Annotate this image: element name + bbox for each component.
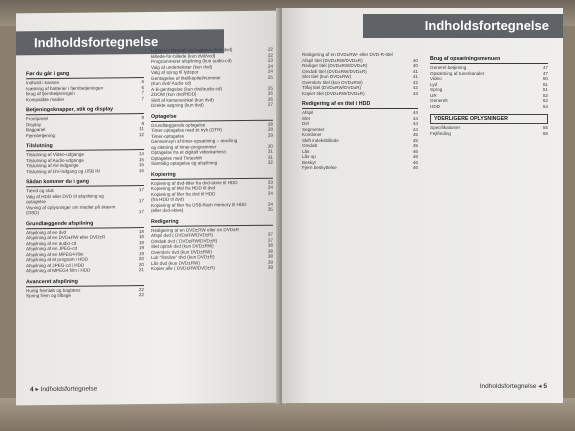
- toc-entry-title: Specifikationer: [430, 125, 461, 130]
- toc-entry-page: 31: [267, 154, 273, 160]
- toc-entry-page: 22: [267, 52, 273, 58]
- toc-entry-page: 44: [412, 126, 418, 132]
- toc-entry-page: 20: [138, 261, 144, 267]
- toc-entry-page: 9: [141, 120, 144, 126]
- toc-entry-title: Sprog: [430, 87, 443, 92]
- toc-entry: [26, 292, 144, 299]
- toc-entry-page: 38: [267, 248, 273, 254]
- toc-entry-page: 17: [138, 187, 144, 193]
- toc-entry-page: 22: [138, 292, 144, 298]
- toc-entry-page: 25: [267, 85, 273, 91]
- toc-entry-page: 18: [138, 239, 144, 245]
- toc-entry-page: 15: [138, 162, 144, 168]
- toc-entry-title: Kopiering af filer fra USB-flash memory til HDD: [151, 201, 247, 208]
- toc-entry-page: 6: [141, 79, 144, 85]
- toc-entry-page: 22: [138, 286, 144, 292]
- toc-entry-page: 46: [412, 159, 418, 165]
- toc-entry-page: 32: [267, 159, 273, 165]
- toc-entry-title: Lås: [302, 148, 310, 154]
- toc-entry-title: Afspilning af en dvd: [26, 229, 67, 235]
- toc-entry-title: Indhold i kassen: [26, 79, 60, 86]
- toc-entry: [26, 96, 144, 103]
- toc-entry-title: Afspil dvd ( DVD±RW/DVD±R): [151, 232, 214, 238]
- toc-entry-title: Del: [302, 121, 309, 126]
- toc-entry-title: Tilslutning af Video-udgange: [26, 151, 84, 158]
- toc-section-title: Betjeningsknapper, stik og display: [26, 106, 144, 115]
- toc-section-title: Sådan kommer du i gang: [26, 178, 144, 187]
- toc-entry-page: 17: [138, 209, 144, 215]
- toc-entry-title: Valg af HDD eller DVD til afspilning og: [26, 192, 104, 199]
- toc-section: [26, 106, 144, 138]
- toc-entry: [302, 91, 418, 97]
- toc-entry-title: (Kun dvd/ Audio cd): [151, 80, 192, 86]
- toc-section: [302, 101, 418, 171]
- toc-entry-page: 46: [412, 148, 418, 154]
- toc-entry: [26, 132, 144, 139]
- toc-entry-page: 46: [412, 165, 418, 170]
- toc-entry-title: Skift af kameravinkel (kun dvd): [151, 96, 214, 103]
- toc-entry-page: 16: [138, 167, 144, 173]
- toc-section: [302, 52, 418, 96]
- toc-entry-page: 46: [412, 154, 418, 159]
- toc-entry-page: 7: [141, 95, 144, 101]
- left-footer-text: Indholdsfortegnelse: [40, 385, 98, 394]
- toc-entry-title: Omdøb: [302, 143, 318, 148]
- toc-section-title: Før du går i gang: [26, 70, 144, 79]
- toc-entry-title: Frontpanel: [26, 116, 48, 122]
- toc-entry-title: Afspilning af JPEG-cd i HDD: [26, 262, 85, 268]
- toc-entry-title: ZOOM (kun dvd/HDD): [151, 91, 197, 97]
- toc-entry-title: Kopiering af dvd-titler fra dvd-skive til HDD: [151, 179, 238, 186]
- left-footer: [30, 385, 97, 394]
- toc-entry-page: 14: [138, 151, 144, 157]
- toc-entry-title: Afspilning af et program i HDD: [26, 256, 89, 263]
- right-page-number: 5: [543, 383, 547, 390]
- toc-entry-title: Generelt: [430, 98, 448, 103]
- toc-entry: [26, 209, 144, 216]
- toc-entry-title: Slet optisk dvd (kun DVD±RW): [151, 243, 214, 249]
- toc-entry-title: Video: [430, 76, 442, 81]
- toc-entry-title: Visning af oplysninger om mediet på skærm: [26, 203, 116, 210]
- toc-entry-page: 18: [138, 228, 144, 234]
- toc-entry-page: 44: [412, 121, 418, 126]
- toc-entry-page: 23: [267, 57, 273, 63]
- toc-entry-page: 33: [267, 179, 273, 185]
- toc-section: [151, 217, 273, 271]
- toc-entry-title: Bagpanel: [26, 127, 46, 133]
- toc-entry-page: 47: [542, 65, 548, 70]
- toc-entry-page: 56: [542, 130, 548, 136]
- toc-entry-title: Kombiner: [302, 132, 322, 137]
- toc-entry-title: Opsætning af tunerkanaler: [430, 70, 485, 76]
- toc-entry-title: Gentagelse af titel/kapitel/nummer: [151, 74, 221, 81]
- toc-entry-title: Segmenter: [302, 126, 325, 132]
- toc-entry-page: 35: [267, 206, 273, 212]
- toc-entry-page: 50: [542, 76, 548, 81]
- toc-entry-page: 15: [138, 156, 144, 162]
- toc-entry-page: 52: [542, 92, 548, 98]
- toc-entry-page: 38: [267, 253, 273, 259]
- toc-entry-title: Beskyt: [302, 159, 316, 165]
- toc-section: [26, 278, 144, 299]
- left-page-number: 4: [30, 386, 34, 394]
- toc-entry-title: Overskriv titel (kun DVD±RW): [302, 79, 363, 85]
- right-column-2: [430, 56, 548, 141]
- toc-entry-page: 51: [542, 87, 548, 92]
- toc-entry-title: Kopier alle ( DVD±RW/DVD±R): [151, 265, 215, 271]
- toc-entry: [151, 207, 273, 214]
- toc-entry-title: Optagelse med Timeshift: [151, 154, 202, 161]
- toc-entry-page: 17: [138, 198, 144, 204]
- left-arrow-icon: ▸: [35, 386, 39, 394]
- toc-entry-page: 29: [267, 132, 273, 138]
- toc-entry: [26, 168, 144, 175]
- toc-entry-title: Luk "finalize" dvd (kun DVD±R): [151, 254, 215, 260]
- toc-entry-title: Fjernbetjening: [26, 132, 56, 138]
- toc-section-title: Kopiering: [151, 170, 273, 179]
- toc-entry-page: 21: [138, 267, 144, 273]
- right-footer-text: Indholdsfortegnelse: [479, 383, 537, 390]
- toc-entry-page: 22: [267, 46, 273, 52]
- toc-section: [151, 170, 273, 213]
- toc-entry-page: 39: [267, 259, 273, 265]
- toc-entry-title: Omdøb titel (DVD±RW/DVD±R): [302, 68, 367, 74]
- right-page-header: Indholdsfortegnelse: [363, 14, 563, 38]
- toc-entry-title: Valg af undertekster (kun dvd): [151, 63, 213, 70]
- toc-section-title: Optagelse: [151, 112, 273, 121]
- toc-entry-title: Kopiering af filer fra dvd til HDD: [151, 190, 216, 197]
- toc-entry-title: Spring frem og tilbage: [26, 292, 71, 299]
- toc-section: [430, 56, 548, 109]
- right-page: [282, 8, 563, 403]
- toc-entry-title: Display: [26, 121, 42, 127]
- toc-entry-page: 27: [267, 101, 273, 107]
- toc-entry-page: 45: [412, 137, 418, 143]
- toc-entry-title: Grundlæggende optagelse: [151, 121, 206, 128]
- toc-entry-page: 19: [138, 250, 144, 256]
- toc-entry-page: 52: [542, 98, 548, 103]
- toc-entry-page: 19: [138, 245, 144, 251]
- toc-entry-title: Afspilning af en MPEG4-film: [26, 251, 84, 257]
- toc-entry-title: HDD: [430, 103, 440, 109]
- toc-entry-page: 47: [542, 70, 548, 76]
- toc-entry-page: 28: [267, 121, 273, 127]
- toc-entry-page: 42: [412, 85, 418, 90]
- toc-entry-page: 34: [267, 184, 273, 190]
- toc-entry-page: 41: [412, 68, 418, 74]
- toc-entry-title: Timer-optagelse med ét tryk (OTR): [151, 127, 223, 133]
- toc-entry-page: 54: [542, 103, 548, 109]
- toc-section-title: Tilslutning: [26, 142, 144, 151]
- toc-entry: [151, 102, 273, 109]
- toc-entry-title: Slet titel (kun DVD±RW): [302, 74, 352, 79]
- toc-entry-title: Skift indeksbillede: [302, 137, 339, 143]
- toc-entry-title: UR: [430, 92, 437, 98]
- toc-entry-page: 7: [141, 90, 144, 96]
- toc-entry-title: Fejlfinding: [430, 130, 451, 136]
- toc-entry-title: Direkte søgning (kun dvd): [151, 102, 204, 108]
- toc-entry-title: Fjern beskyttelse: [302, 165, 337, 170]
- toc-section: [430, 114, 548, 136]
- toc-entry-title: (fra HDD til dvd): [151, 196, 184, 202]
- toc-section-title: Redigering: [151, 217, 273, 226]
- toc-entry-title: Isætning af batterier i fjernbetjeningen: [26, 84, 104, 91]
- toc-entry-page: 45: [412, 132, 418, 137]
- left-column-1: [26, 70, 144, 304]
- toc-entry-page: 41: [412, 74, 418, 79]
- toc-section: [26, 178, 144, 216]
- toc-entry-page: 34: [267, 201, 273, 207]
- toc-entry-page: 44: [412, 115, 418, 121]
- toc-entry-title: Afspilning af en DVD±RW eller DVD±R: [26, 234, 106, 241]
- toc-entry-title: Hurtig fremløb og baglæns: [26, 287, 81, 293]
- toc-entry-page: 30: [267, 143, 273, 149]
- toc-entry-page: 8: [141, 115, 144, 121]
- left-page-header: Indholdsfortegnelse: [16, 29, 224, 55]
- toc-entry-page: 40: [412, 63, 418, 68]
- toc-entry-title: A-B-gentagelse (kun dvd/audio-cd): [151, 85, 222, 92]
- toc-section-title: Avanceret afspilning: [26, 278, 144, 287]
- toc-entry-title: Gennemsyn af timer-opsætning – ændring: [151, 138, 238, 144]
- toc-entry-title: Optagelse fra et digitalt videokamera: [151, 149, 226, 155]
- toc-section: [26, 220, 144, 274]
- toc-entry-title: Tænd og sluk: [26, 187, 54, 194]
- toc-entry-title: Overskriv dvd (kun DVD±RW): [151, 248, 212, 255]
- toc-entry-page: 34: [267, 190, 273, 196]
- toc-entry-title: Billede-for-billede (kun dvd/vcd): [151, 52, 216, 59]
- toc-entry-title: Samtidig optagelse og afspilning: [151, 160, 218, 166]
- right-arrow-icon: ◂: [538, 383, 542, 390]
- toc-entry-title: Lås dvd (kun DVD±RW): [151, 259, 200, 266]
- toc-entry-title: (eller dvd-skive): [151, 207, 184, 213]
- toc-entry-title: Redigering af en DVD±RW eller en DVD±R: [151, 226, 239, 233]
- toc-entry-title: Tilslutning af DV-indgang og USB IN: [26, 168, 100, 174]
- toc-entry: [302, 165, 418, 171]
- toc-entry-page: 37: [267, 237, 273, 243]
- toc-entry-page: 24: [267, 63, 273, 69]
- toc-entry-title: Valg af sprog til lydspor: [151, 69, 199, 75]
- toc-section: [26, 70, 144, 102]
- toc-entry-page: 11: [139, 126, 144, 132]
- toc-entry: [151, 265, 273, 272]
- toc-entry-page: 40: [412, 57, 418, 63]
- toc-section: [26, 142, 144, 174]
- toc-entry-title: Afspil: [302, 110, 314, 115]
- toc-entry: [430, 104, 548, 110]
- toc-entry-title: (OSD): [26, 210, 40, 216]
- toc-entry-page: 24: [267, 68, 273, 74]
- toc-entry-title: Kompatible medier: [26, 96, 65, 102]
- toc-entry-title: Generel betjening: [430, 65, 467, 70]
- toc-entry-title: Afspil titel (DVD±RW/DVD±R): [302, 57, 363, 63]
- toc-entry-page: 39: [267, 264, 273, 270]
- toc-section-title: YDERLIGERE OPLYSNINGER: [430, 114, 548, 124]
- toc-entry: [151, 160, 273, 167]
- toc-entry-page: 43: [412, 90, 418, 96]
- toc-entry-page: 12: [138, 131, 144, 137]
- toc-entry: [430, 131, 548, 137]
- toc-entry-page: 55: [542, 125, 548, 130]
- toc-section-title: Redigering af en titel i HDD: [302, 101, 418, 109]
- toc-entry-title: Programmeret afspilning (kun audio-cd): [151, 58, 232, 64]
- toc-entry-title: Tilslutning af AV-indgange: [26, 162, 79, 169]
- toc-entry-title: Kopiering af titel fra HDD til dvd: [151, 185, 216, 191]
- toc-entry-page: 18: [138, 234, 144, 240]
- toc-entry-page: 31: [267, 148, 273, 154]
- toc-entry-page: 28: [267, 126, 273, 132]
- toc-entry-title: Afspilning af en JPEG-cd: [26, 245, 78, 252]
- toc-entry-title: optagelse: [26, 199, 46, 205]
- toc-entry-page: 26: [267, 96, 273, 102]
- toc-entry-title: Redigering af en DVD±RW- eller DVD-R-titel: [302, 52, 393, 57]
- toc-entry-title: Slet: [302, 115, 310, 121]
- toc-entry-title: Lås op: [302, 154, 316, 159]
- right-footer: [480, 382, 547, 390]
- toc-entry-title: Langsom fremløb og baglæns (kun dvd): [151, 47, 233, 53]
- toc-entry-page: 38: [267, 242, 273, 248]
- toc-entry-page: 51: [542, 81, 548, 87]
- toc-entry-page: 42: [412, 79, 418, 85]
- toc-section-title: Brug af opsætningsmenuen: [430, 56, 548, 64]
- toc-entry-page: 6: [141, 84, 144, 90]
- toc-entry-title: Brug af fjernbetjeningen: [26, 90, 75, 97]
- toc-entry-title: Afspilning af en audio-cd: [26, 240, 77, 246]
- toc-entry-title: Tilslutning af Audio-udgange: [26, 157, 84, 163]
- toc-entry-page: 45: [412, 143, 418, 148]
- right-column-1: [302, 52, 418, 176]
- toc-entry-page: 20: [138, 256, 144, 262]
- toc-entry-page: 25: [267, 74, 273, 80]
- toc-entry-title: og sletning af timer-programmer: [151, 143, 217, 150]
- toc-entry-page: 44: [412, 110, 418, 115]
- toc-entry-title: Tilføj titel (DVD±RW/DVD±R): [302, 85, 362, 90]
- toc-entry: [26, 267, 144, 274]
- left-page: [16, 11, 280, 406]
- toc-entry-title: Kopier titel (DVD±RW/DVD±R): [302, 90, 365, 96]
- toc-entry-page: 37: [267, 231, 273, 237]
- toc-entry-title: Omdøb dvd ( DVD±RW/DVD±R): [151, 237, 218, 244]
- left-column-2: [151, 47, 273, 277]
- toc-section: [151, 47, 273, 109]
- toc-entry-title: Timer-optagelse: [151, 133, 185, 139]
- toc-entry-page: 26: [267, 90, 273, 96]
- toc-entry-title: Lyd: [430, 81, 438, 87]
- toc-section-title: Grundlæggende afspilning: [26, 220, 144, 229]
- toc-section: [151, 112, 273, 166]
- toc-entry-title: Afspilning af MPEG4 film i HDD: [26, 267, 91, 274]
- toc-entry-title: Rediger titel (DVD±RW/DVD±R): [302, 63, 368, 68]
